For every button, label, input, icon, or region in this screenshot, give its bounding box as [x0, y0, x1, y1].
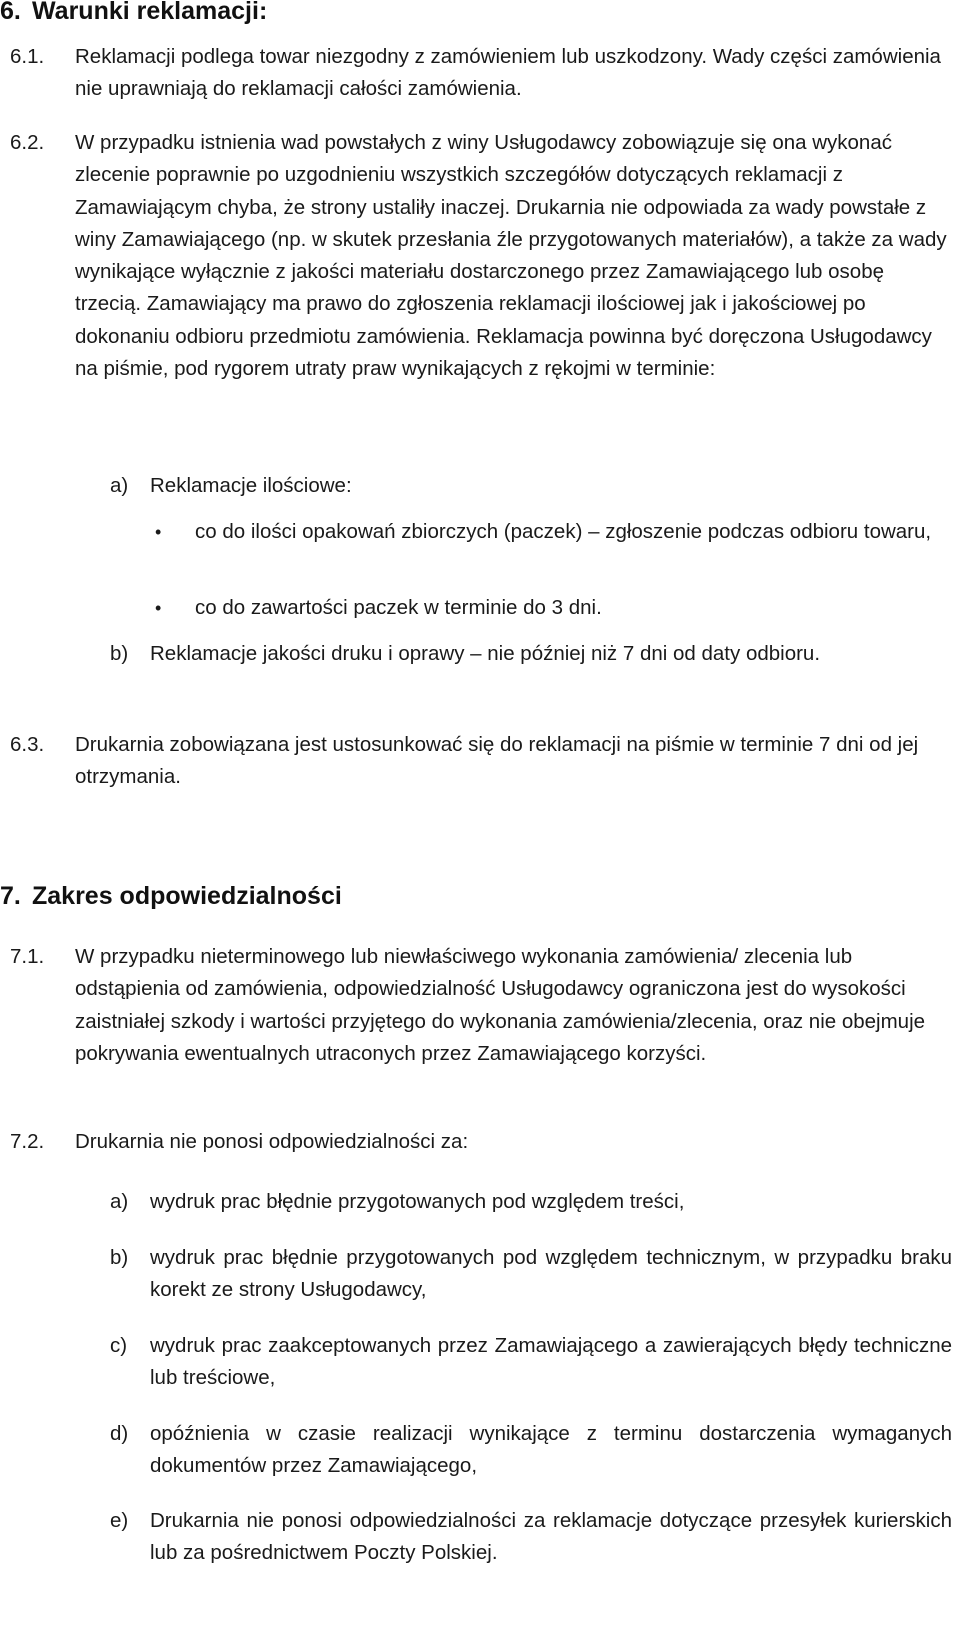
list-item-7-b-label: b) [110, 1246, 129, 1269]
bullet-glyph: • [155, 522, 162, 542]
list-item-7-c-label: c) [110, 1334, 128, 1357]
paragraph-6-1-number: 6.1. [10, 45, 45, 68]
bullet-item-2 [155, 592, 952, 624]
list-item-7-d-text: opóźnienia w czasie realizacji wynikające z terminu dostarczenia wymaganych dokumentów przez Zamawiającego, [150, 1422, 952, 1478]
paragraph-7-2-text: Drukarnia nie ponosi odpowiedzialności za: [75, 1130, 469, 1153]
paragraph-6-2-number: 6.2. [10, 131, 45, 154]
paragraph-6-3-text: Drukarnia zobowiązana jest ustosunkować się do reklamacji na piśmie w terminie 7 dni od jej otrzymania. [75, 733, 919, 789]
section-7-title: Zakres odpowiedzialności [32, 882, 342, 910]
paragraph-6-3-number: 6.3. [10, 733, 45, 756]
list-item-7-c-text: wydruk prac zaakceptowanych przez Zamawiającego a zawierających błędy techniczne lub treściowe, [150, 1334, 952, 1390]
list-item-7-b [110, 1242, 952, 1307]
paragraph-6-3 [10, 729, 952, 794]
list-item-6-a [110, 470, 952, 502]
bullet-item-1-text: co do ilości opakowań zbiorczych (paczek) – zgłoszenie podczas odbioru towaru, [195, 520, 932, 543]
list-item-7-e-text: Drukarnia nie ponosi odpowiedzialności za reklamacje dotyczące przesyłek kurierskich lub za pośrednictwem Poczty Polskiej. [150, 1509, 952, 1565]
section-6-heading [0, 0, 267, 26]
bullet-item-1 [155, 516, 952, 548]
paragraph-7-2 [10, 1126, 952, 1158]
paragraph-6-2 [10, 127, 952, 385]
list-item-7-a-text: wydruk prac błędnie przygotowanych pod względem treści, [150, 1190, 685, 1213]
list-item-7-d-label: d) [110, 1422, 129, 1445]
list-item-7-e [110, 1505, 952, 1570]
paragraph-7-1 [10, 941, 952, 1070]
paragraph-6-1 [10, 41, 952, 106]
list-item-7-e-label: e) [110, 1509, 129, 1532]
list-item-6-b-text: Reklamacje jakości druku i oprawy – nie później niż 7 dni od daty odbioru. [150, 642, 821, 665]
list-item-7-c [110, 1330, 952, 1395]
section-6-title: Warunki reklamacji: [32, 0, 268, 25]
list-item-6-b [110, 638, 952, 670]
paragraph-7-1-number: 7.1. [10, 945, 45, 968]
paragraph-7-2-number: 7.2. [10, 1130, 45, 1153]
list-item-7-a-label: a) [110, 1190, 129, 1213]
paragraph-6-1-text: Reklamacji podlega towar niezgodny z zamówieniem lub uszkodzony. Wady części zamówienia nie uprawniają do reklamacji całości zamówienia. [75, 45, 941, 101]
section-7-number: 7. [0, 882, 21, 910]
paragraph-6-2-text: W przypadku istnienia wad powstałych z winy Usługodawcy zobowiązuje się ona wykonać zlecenie poprawnie po uzgodnieniu wszystkich szczegółów dotyczących reklamacji z Zamawiającym chyba, że strony ustaliły inaczej. Drukarnia nie odpowiada za wady powstałe z winy Zamawiającego (np. w skutek przesłania źle przygotowanych materiałów), a także za wady wynikające wyłącznie z jakości materiału dostarczonego przez Zamawiającego lub osobę trzecią. Zamawiający ma prawo do zgłoszenia reklamacji ilościowej jak i jakościowej po dokonaniu odbioru przedmiotu zamówienia. Reklamacja powinna być doręczona Usługodawcy na piśmie, pod rygorem utraty praw wynikających z rękojmi w terminie: [75, 131, 947, 381]
list-item-6-b-label: b) [110, 642, 129, 665]
list-item-7-a [110, 1186, 952, 1218]
list-item-6-a-text: Reklamacje ilościowe: [150, 474, 352, 497]
bullet-item-2-text: co do zawartości paczek w terminie do 3 dni. [195, 596, 602, 619]
list-item-6-a-label: a) [110, 474, 129, 497]
section-6-number: 6. [0, 0, 21, 25]
list-item-7-d [110, 1418, 952, 1483]
section-7-heading [0, 881, 342, 911]
bullet-glyph: • [155, 598, 162, 618]
list-item-7-b-text: wydruk prac błędnie przygotowanych pod względem technicznym, w przypadku braku korekt ze strony Usługodawcy, [150, 1246, 952, 1302]
paragraph-7-1-text: W przypadku nieterminowego lub niewłaściwego wykonania zamówienia/ zlecenia lub odstąpienia od zamówienia, odpowiedzialność Usługodawcy ograniczona jest do wysokości zaistniałej szkody i wartości przyjętego do wykonania zamówienia/zlecenia, oraz nie obejmuje pokrywania ewentualnych utraconych przez Zamawiającego korzyści. [75, 945, 926, 1065]
